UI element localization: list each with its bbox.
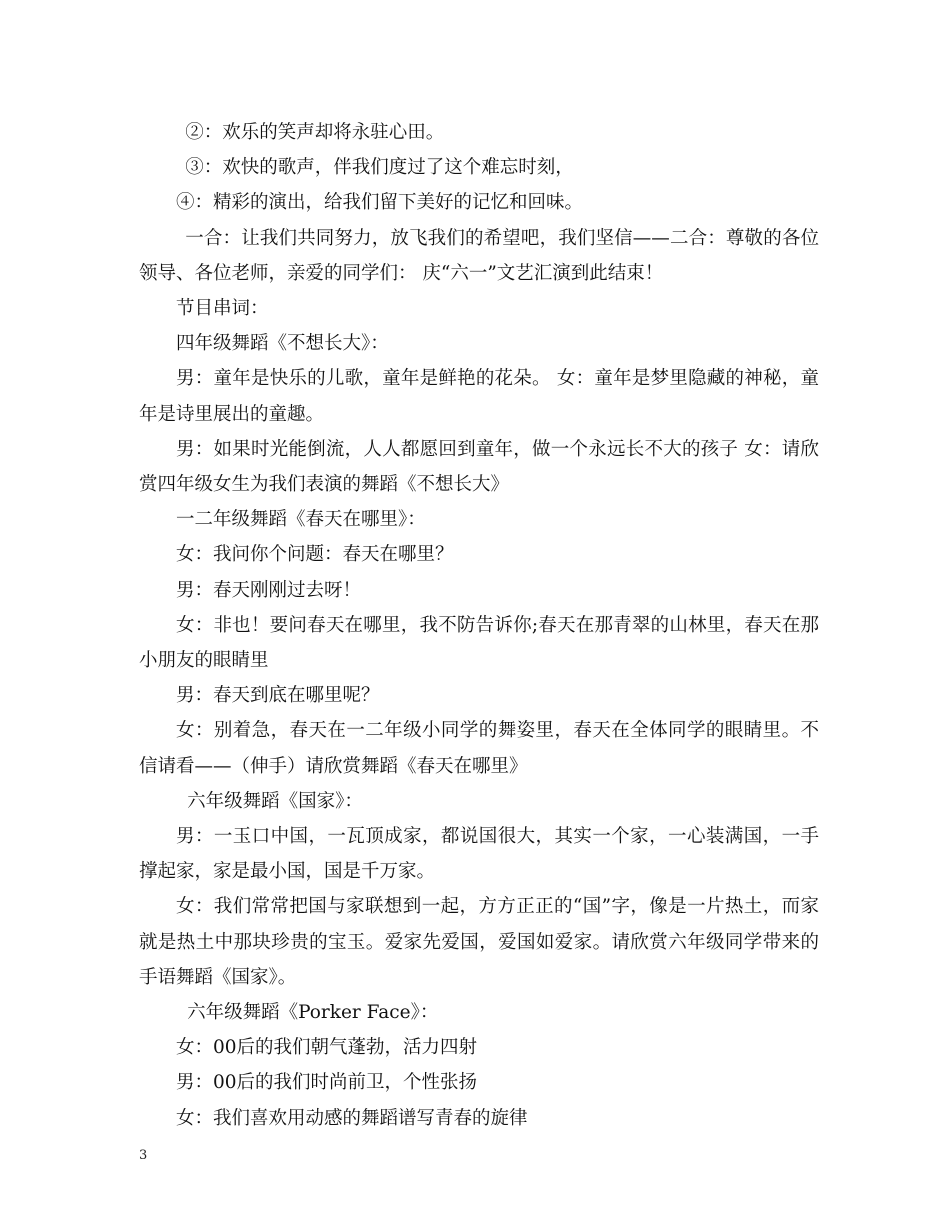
paragraph: 女：我问你个问题：春天在哪里？ <box>176 544 454 566</box>
paragraph: 节目串词： <box>176 298 269 320</box>
paragraph: 一合：让我们共同努力，放飞我们的希望吧，我们坚信——二合：尊敬的各位领导、各位老师，亲爱的同学们： 庆“六一”文艺汇演到此结束！ <box>139 227 819 284</box>
paragraph: 男：如果时光能倒流，人人都愿回到童年，做一个永远长不大的孩子 女：请欣赏四年级女生为我们表演的舞蹈《不想长大》 <box>139 438 819 496</box>
paragraph: 女：我们常常把国与家联想到一起，方方正正的“国”字，像是一片热土，而家就是热土中那块珍贵的宝玉。爱家先爱国，爱国如爱家。请欣赏六年级同学带来的手语舞蹈《国家》。 <box>139 896 819 988</box>
paragraph: 女：别着急，春天在一二年级小同学的舞姿里，春天在全体同学的眼睛里。不信请看——（伸手）请欣赏舞蹈《春天在哪里》 <box>139 720 819 777</box>
paragraph: 男：一玉口中国，一瓦顶成家，都说国很大，其实一个家，一心装满国，一手撑起家，家是最小国，国是千万家。 <box>139 826 819 883</box>
body-text <box>139 115 819 1136</box>
paragraph: ④：精彩的演出，给我们留下美好的记忆和回味。 <box>176 192 584 214</box>
page-number: 3 <box>139 1148 148 1163</box>
paragraph: 一二年级舞蹈《春天在哪里》： <box>176 509 426 531</box>
paragraph: 男：00后的我们时尚前卫，个性张扬 <box>176 1072 478 1094</box>
paragraph: 六年级舞蹈《国家》： <box>187 790 363 812</box>
paragraph: 女：非也！要问春天在哪里，我不防告诉你;春天在那青翠的山林里，春天在那小朋友的眼睛里 <box>139 614 819 672</box>
paragraph: 四年级舞蹈《不想长大》： <box>176 333 389 355</box>
paragraph: ②：欢乐的笑声却将永驻心田。 <box>185 122 445 143</box>
paragraph: 男：童年是快乐的儿歌，童年是鲜艳的花朵。 女：童年是梦里隐藏的神秘，童年是诗里展出的童趣。 <box>139 368 819 425</box>
paragraph: 男：春天到底在哪里呢？ <box>176 685 380 707</box>
paragraph: ③：欢快的歌声，伴我们度过了这个难忘时刻， <box>185 157 574 179</box>
paragraph: 女：我们喜欢用动感的舞蹈谱写青春的旋律 <box>176 1107 528 1129</box>
paragraph: 女：00后的我们朝气蓬勃，活力四射 <box>176 1037 478 1059</box>
paragraph: 男：春天刚刚过去呀！ <box>176 579 362 601</box>
paragraph: 六年级舞蹈《Porker Face》： <box>187 1002 439 1024</box>
